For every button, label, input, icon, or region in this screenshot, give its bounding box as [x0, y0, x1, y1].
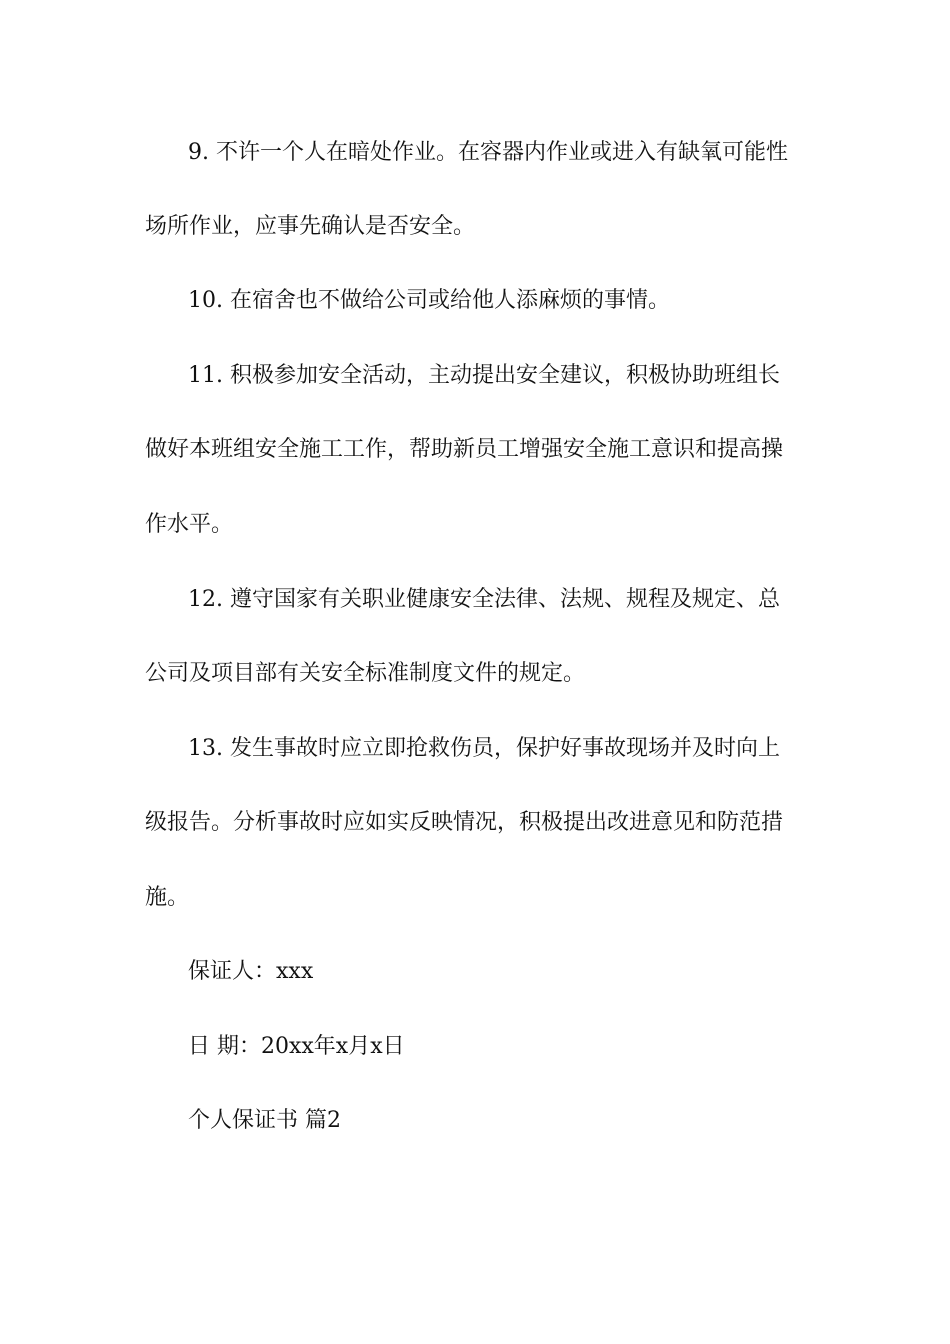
item-13-line-1: 13. 发生事故时应立即抢救伤员，保护好事故现场并及时向上	[188, 736, 780, 761]
item-12-line-1: 12. 遵守国家有关职业健康安全法律、法规、规程及规定、总	[188, 587, 780, 612]
item-11-line-1: 11. 积极参加安全活动，主动提出安全建议，积极协助班组长	[188, 363, 780, 388]
item-10-line-1: 10. 在宿舍也不做给公司或给他人添麻烦的事情。	[188, 288, 670, 313]
item-9-line-1: 9. 不许一个人在暗处作业。在容器内作业或进入有缺氧可能性	[188, 140, 788, 165]
item-13-line-3: 施。	[145, 885, 190, 910]
item-11-line-2: 做好本班组安全施工工作，帮助新员工增强安全施工意识和提高操	[145, 437, 784, 462]
item-9-line-2: 场所作业，应事先确认是否安全。	[145, 214, 476, 239]
item-12-line-2: 公司及项目部有关安全标准制度文件的规定。	[145, 661, 586, 686]
section-heading: 个人保证书 篇2	[188, 1108, 341, 1133]
date-line: 日 期：20xx年x月x日	[188, 1034, 405, 1059]
guarantor-line: 保证人：xxx	[188, 959, 314, 984]
item-11-line-3: 作水平。	[145, 512, 234, 537]
item-13-line-2: 级报告。分析事故时应如实反映情况，积极提出改进意见和防范措	[145, 810, 784, 835]
